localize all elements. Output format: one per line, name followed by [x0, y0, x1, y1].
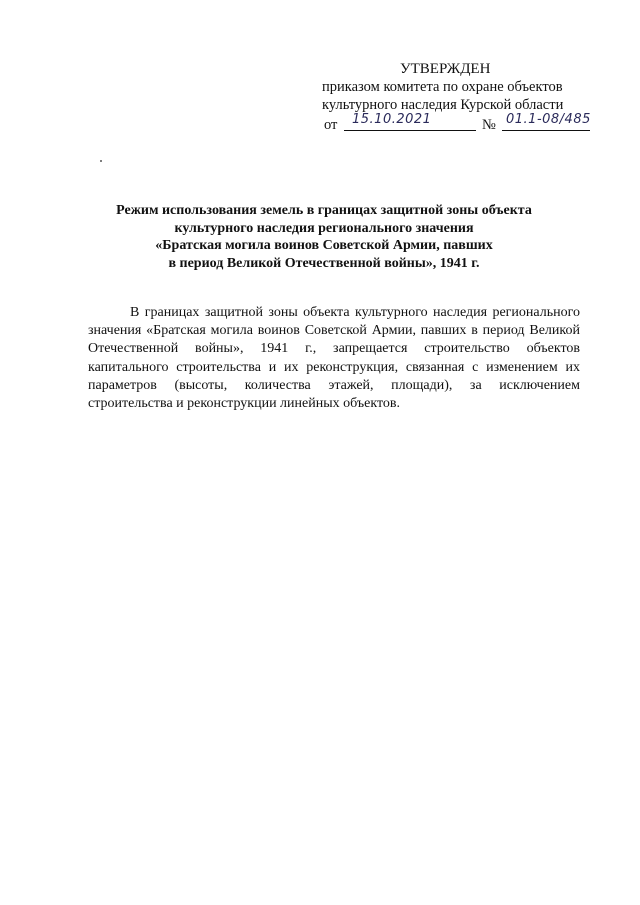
handwritten-number: 01.1-08/485	[506, 112, 591, 127]
handwritten-date: 15.10.2021	[352, 112, 432, 127]
title-line-2: культурного наследия регионального значения	[174, 220, 474, 236]
number-field	[502, 110, 590, 131]
number-label: №	[482, 117, 496, 133]
approval-line-order: приказом комитета по охране объектов	[322, 79, 563, 95]
approval-heading: УТВЕРЖДЕН	[400, 61, 491, 77]
approval-line-committee: культурного наследия Курской области	[322, 97, 564, 113]
stray-mark	[100, 160, 102, 162]
approval-reference	[322, 114, 602, 136]
from-label: от	[324, 117, 338, 133]
body-paragraph: В границах защитной зоны объекта культурного наследия регионального значения «Братская могила воинов Советской Армии, павших в период Великой Отечественной войны», 1941 г., запрещается строительство объектов капитального строительства и их реконструкция, связанная с изменением их параметров (высоты, количества этажей, площади), за исключением строительства и реконструкции линейных объектов.	[88, 305, 580, 412]
title-line-1: Режим использования земель в границах защитной зоны объекта	[116, 203, 532, 218]
approval-stamp	[322, 60, 602, 136]
document-title	[80, 202, 568, 272]
date-field	[344, 110, 476, 131]
title-line-3: «Братская могила воинов Советской Армии, павших	[155, 238, 493, 253]
title-line-4: в период Великой Отечественной войны», 1941 г.	[168, 255, 480, 271]
